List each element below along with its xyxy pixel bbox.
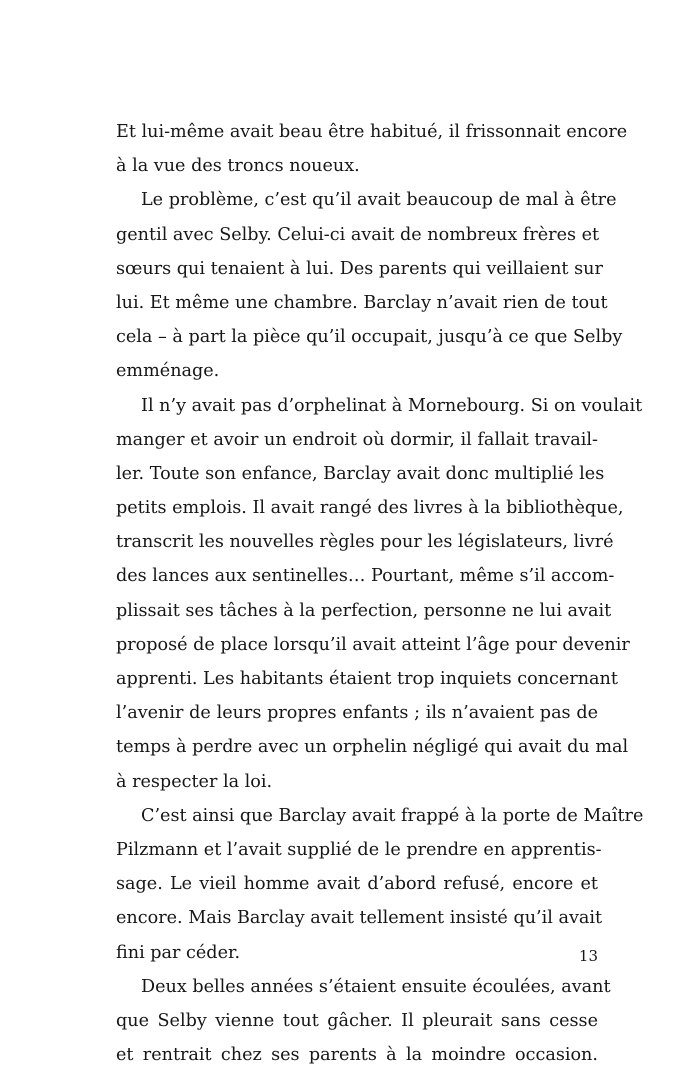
text-line: C’est ainsi que Barclay avait frappé à la porte de Maître — [141, 805, 644, 826]
text-line: encore. Mais Barclay avait tellement insisté qu’il avait — [116, 908, 603, 929]
text-line: apprenti. Les habitants étaient trop inquiets concernant — [116, 669, 618, 689]
text-line: lui. Et même une chambre. Barclay n’avait rien de tout — [116, 292, 608, 313]
text-line: sœurs qui tenaient à lui. Des parents qui veillaient sur — [116, 258, 603, 279]
text-line: Deux belles années s’étaient ensuite écoulées, avant — [141, 976, 611, 997]
text-line: Il n’y avait pas d’orphelinat à Mornebourg. Si on voulait — [141, 395, 643, 416]
text-line: à respecter la loi. — [116, 771, 273, 792]
text-line: que Selby vienne tout gâcher. Il pleurait sans cesse — [116, 1010, 598, 1031]
text-line: fini par céder. — [116, 942, 241, 963]
text-line: temps à perdre avec un orphelin négligé qui avait du mal — [116, 737, 629, 758]
body-text — [116, 115, 644, 1072]
text-line: gentil avec Selby. Celui-ci avait de nombreux frères et — [116, 224, 600, 245]
text-line: manger et avoir un endroit où dormir, il fallait travail- — [116, 429, 598, 450]
text-line: des lances aux sentinelles… Pourtant, même s’il accom- — [116, 566, 615, 587]
text-line: Et lui-même avait beau être habitué, il frissonnait encore — [116, 122, 628, 142]
text-line: sage. Le vieil homme avait d’abord refusé, encore et — [116, 874, 598, 895]
text-line: proposé de place lorsqu’il avait atteint l’âge pour devenir — [116, 634, 630, 655]
text-line: plissait ses tâches à la perfection, personne ne lui avait — [116, 600, 612, 621]
text-line: l’avenir de leurs propres enfants ; ils n’avaient pas de — [116, 703, 598, 724]
text-line: emménage. — [116, 361, 220, 382]
page-number: 13 — [578, 947, 598, 965]
text-line: Pilzmann et l’avait supplié de le prendre en apprentis- — [116, 839, 602, 860]
text-line: transcrit les nouvelles règles pour les législateurs, livré — [116, 532, 614, 553]
text-line: et rentrait chez ses parents à la moindre occasion. — [116, 1045, 598, 1066]
text-line: Le problème, c’est qu’il avait beaucoup de mal à être — [141, 190, 617, 211]
text-line: cela – à part la pièce qu’il occupait, jusqu’à ce que Selby — [116, 327, 623, 348]
text-line: ler. Toute son enfance, Barclay avait donc multiplié les — [116, 463, 605, 484]
text-line: petits emplois. Il avait rangé des livres à la bibliothèque, — [116, 498, 624, 519]
text-line: à la vue des troncs noueux. — [116, 156, 360, 177]
